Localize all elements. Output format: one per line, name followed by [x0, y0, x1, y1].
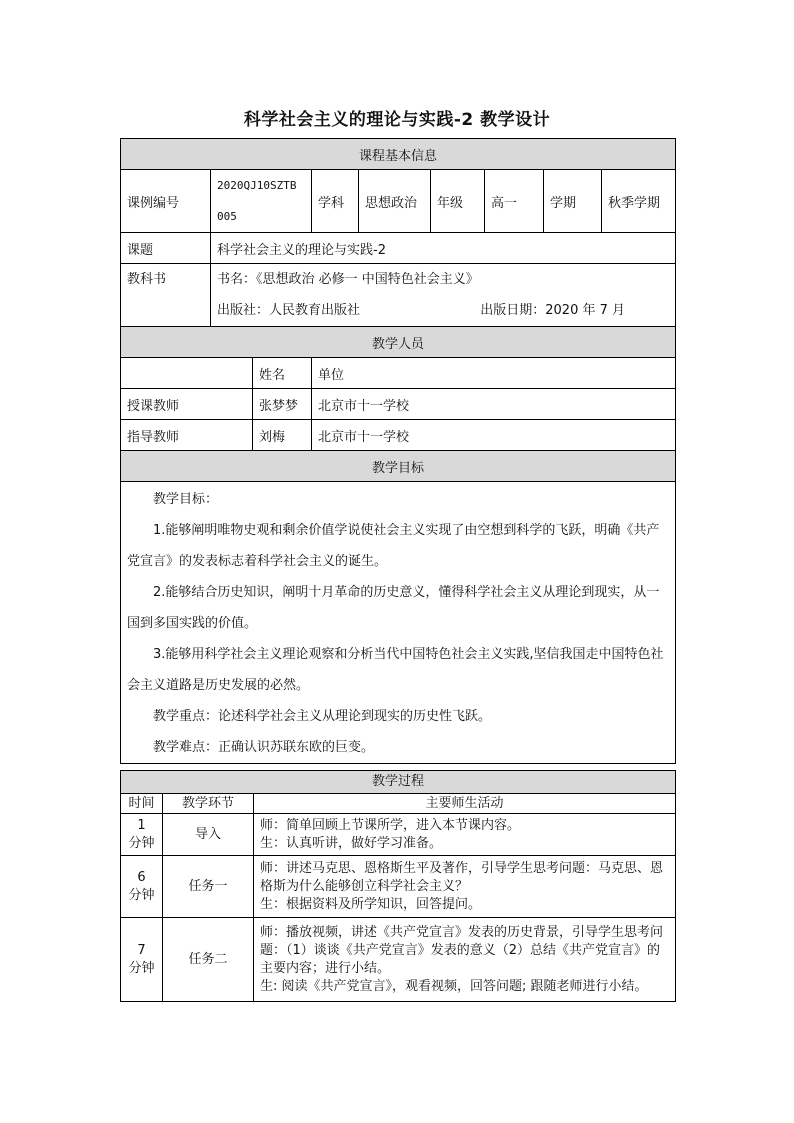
process-row	[121, 856, 676, 918]
student-activity: 生: 阅读《共产党宣言》，观看视频，回答问题; 跟随老师进行小结。	[260, 978, 648, 994]
activity-cell	[254, 856, 676, 918]
staff-unit-header: 单位	[312, 358, 676, 389]
staff-role-header	[121, 358, 253, 389]
process-table	[120, 770, 676, 1002]
section-header-staff: 教学人员	[121, 327, 676, 358]
process-row	[121, 918, 676, 1002]
topic-value: 科学社会主义的理论与实践-2	[211, 233, 676, 264]
staff-role: 授课教师	[121, 389, 253, 420]
publisher: 出版社：人民教育出版社	[217, 303, 361, 318]
section-header-goals: 教学目标	[121, 451, 676, 482]
teacher-activity: 师：讲述马克思、恩格斯生平及著作，引导学生思考问题：马克思、恩格斯为什么能够创立科学社会主义？	[260, 860, 664, 894]
subject-label: 学科	[312, 170, 359, 233]
goal-item: 1.能够阐明唯物史观和剩余价值学说使社会主义实现了由空想到科学的飞跃，明确《共产党宣言》的发表标志着科学社会主义的诞生。	[127, 523, 660, 569]
section-header-basic: 课程基本信息	[121, 139, 676, 170]
term-value: 秋季学期	[602, 170, 676, 233]
subject-value: 思想政治	[359, 170, 431, 233]
step-cell: 任务一	[163, 856, 254, 918]
time-cell	[121, 918, 163, 1002]
goal-item: 3.能够用科学社会主义理论观察和分析当代中国特色社会主义实践,坚信我国走中国特色社会主义道路是历史发展的必然。	[127, 647, 664, 693]
key-point: 教学重点：论述科学社会主义从理论到现实的历史性飞跃。	[153, 709, 492, 724]
staff-name: 刘梅	[253, 420, 312, 451]
time-number: 7	[137, 942, 146, 958]
time-unit: 分钟	[128, 960, 155, 976]
staff-name-header: 姓名	[253, 358, 312, 389]
step-cell: 导入	[163, 814, 254, 856]
time-unit: 分钟	[128, 887, 155, 903]
case-no-label: 课例编号	[121, 170, 211, 233]
book-name: 书名：《思想政治 必修一 中国特色社会主义》	[217, 272, 479, 287]
staff-unit: 北京市十一学校	[312, 389, 676, 420]
difficulty: 教学难点：正确认识苏联东欧的巨变。	[153, 740, 375, 755]
textbook-value	[211, 264, 676, 327]
goals-content	[121, 482, 676, 764]
staff-name: 张梦梦	[253, 389, 312, 420]
staff-role: 指导教师	[121, 420, 253, 451]
grade-label: 年级	[431, 170, 485, 233]
topic-label: 课题	[121, 233, 211, 264]
document-title: 科学社会主义的理论与实践-2 教学设计	[243, 110, 551, 130]
col-step-header: 教学环节	[163, 794, 254, 814]
teacher-activity: 师：简单回顾上节课所学，进入本节课内容。	[260, 817, 521, 833]
publisher-row	[217, 295, 669, 326]
student-activity: 生：根据资料及所学知识，回答提问。	[260, 896, 482, 912]
time-cell	[121, 814, 163, 856]
teacher-activity: 师：播放视频，讲述《共产党宣言》发表的历史背景，引导学生思考问题：（1）谈谈《共产党宣言》发表的意义（2）总结《共产党宣言》的主要内容；进行小结。	[260, 924, 664, 976]
time-number: 6	[137, 869, 146, 885]
time-unit: 分钟	[128, 835, 155, 851]
activity-cell	[254, 918, 676, 1002]
goal-item: 2.能够结合历史知识，阐明十月革命的历史意义，懂得科学社会主义从理论到现实，从一国到多国实践的价值。	[127, 585, 660, 631]
step-cell: 任务二	[163, 918, 254, 1002]
activity-cell	[254, 814, 676, 856]
time-number: 1	[137, 817, 146, 833]
case-no-value	[211, 170, 312, 233]
student-activity: 生：认真听讲，做好学习准备。	[260, 835, 443, 851]
goals-intro: 教学目标：	[153, 492, 219, 507]
grade-value: 高一	[485, 170, 544, 233]
section-header-process: 教学过程	[121, 771, 676, 794]
col-time-header: 时间	[121, 794, 163, 814]
term-label: 学期	[544, 170, 602, 233]
case-no-line2: 005	[217, 210, 237, 223]
col-activity-header: 主要师生活动	[254, 794, 676, 814]
publish-date: 出版日期：2020 年 7 月	[480, 303, 626, 318]
time-cell	[121, 856, 163, 918]
textbook-label: 教科书	[121, 264, 211, 327]
staff-unit: 北京市十一学校	[312, 420, 676, 451]
process-row	[121, 814, 676, 856]
case-no-line1: 2020QJ10SZTB	[217, 179, 297, 192]
course-info-table	[120, 138, 676, 764]
